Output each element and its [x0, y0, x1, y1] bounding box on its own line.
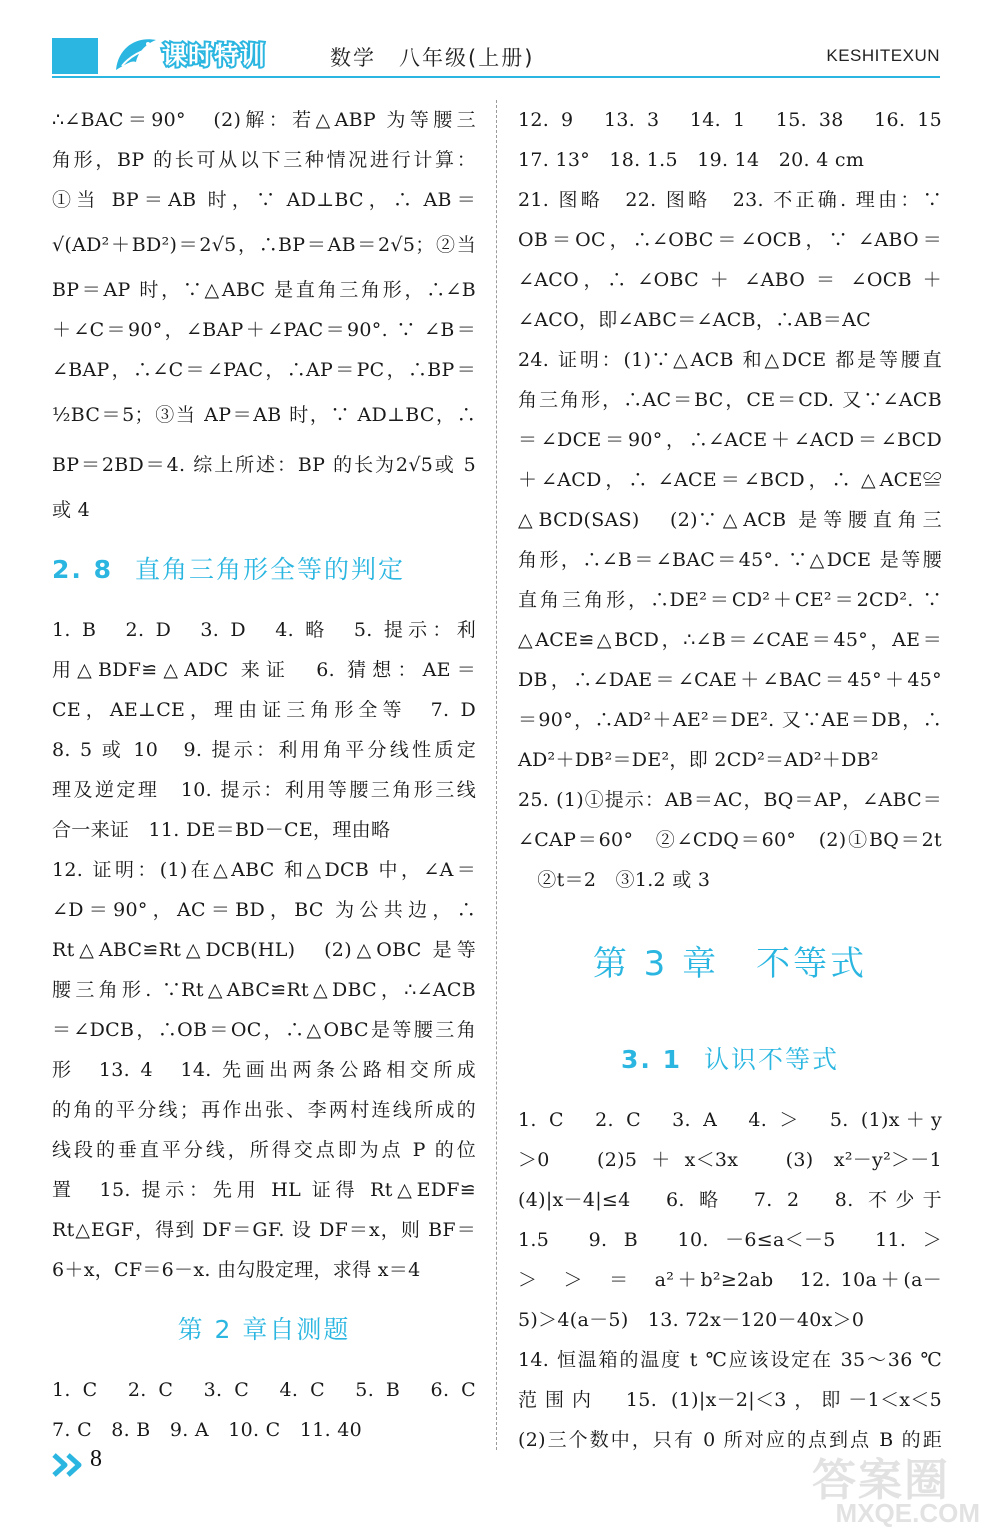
- answer-line: 8. 5 或 10 9. 提示：利用角平分线性质定: [52, 739, 476, 761]
- answer-line: ＋∠C＝90°，∠BAP＋∠PAC＝90°. ∵ ∠B＝: [52, 319, 476, 341]
- left-column: [52, 100, 476, 1450]
- section-number: 2. 8: [52, 555, 113, 584]
- answer-line: Rt△EGF，得到 DF＝GF. 设 DF＝x，则 BF＝: [52, 1219, 476, 1241]
- answer-line: 角形，∴∠B＝∠BAC＝45°. ∵△DCE 是等腰: [518, 549, 942, 571]
- answer-line: ＞ ＞ ＝ a²＋b²≥2ab 12. 10a＋(a－: [518, 1269, 942, 1291]
- answer-line: ＋∠ACD，∴ ∠ACE＝∠BCD，∴ △ACE≌: [518, 469, 942, 491]
- answer-line: △BCD(SAS) (2)∵△ACB 是等腰直角三: [518, 509, 942, 531]
- answer-line: 腰三角形. ∵Rt△ABC≌Rt△DBC，∴∠ACB: [52, 979, 476, 1001]
- answer-line: 12. 证明：(1)在△ABC 和△DCB 中，∠A＝: [52, 859, 476, 881]
- answer-line: 5)＞4(a－5) 13. 72x－120－40x＞0: [518, 1309, 865, 1331]
- section-title: 直角三角形全等的判定: [135, 555, 406, 584]
- answer-line: ＝∠DCE＝90°，∴∠ACE＋∠ACD＝∠BCD: [518, 429, 942, 451]
- answer-line: 21. 图略 22. 图略 23. 不正确. 理由：∵: [518, 189, 942, 211]
- answer-line: 置 15. 提示：先用 HL 证得 Rt△EDF≌: [52, 1179, 476, 1201]
- answer-line: OB＝OC，∴∠OBC＝∠OCB，∵ ∠ABO＝: [518, 229, 942, 251]
- answer-line: BP＝AP 时，∵△ABC 是直角三角形，∴∠B: [52, 279, 476, 301]
- answer-line: 1.5 9. B 10. －6≤a＜－5 11. ＞: [518, 1229, 942, 1251]
- answer-line: Rt△ABC≌Rt△DCB(HL) (2)△OBC 是等: [52, 939, 476, 961]
- watermark-bottom-text: MXQE.COM: [835, 1498, 980, 1528]
- answer-line: ①当 BP＝AB 时，∵ AD⊥BC，∴ AB＝: [52, 189, 476, 211]
- answer-line: 角三角形，∴AC＝BC，CE＝CD. 又∵∠ACB: [518, 389, 942, 411]
- answer-line: 的角的平分线；再作出张、李两村连线所成的: [52, 1099, 476, 1121]
- answer-line: ∠CAP＝60° ②∠CDQ＝60° (2)①BQ＝2t: [518, 829, 942, 851]
- answer-line: 形 13. 4 14. 先画出两条公路相交所成: [52, 1059, 476, 1081]
- answer-line: 1. C 2. C 3. C 4. C 5. B 6. C: [52, 1379, 476, 1401]
- section-number: 3. 1: [620, 1045, 682, 1074]
- watermark: [780, 1444, 980, 1528]
- logo-text: 课时特训: [162, 41, 267, 70]
- answer-line: ∠BAP，∴∠C＝∠PAC，∴AP＝PC，∴BP＝: [52, 359, 476, 381]
- answer-line: √(AD²＋BD²)＝2√5，∴BP＝AB＝2√5；②当: [52, 234, 476, 256]
- answer-line: 24. 证明：(1)∵△ACB 和△DCE 都是等腰直: [518, 349, 942, 371]
- answer-line: ½BC＝5；③当 AP＝AB 时，∵ AD⊥BC，∴: [52, 404, 476, 426]
- double-chevron-icon: [52, 1452, 86, 1478]
- answer-line: 或 4: [52, 499, 91, 521]
- page-header: [0, 0, 990, 84]
- header-color-block: [52, 38, 98, 74]
- answer-line: 直角三角形，∴DE²＝CD²＋CE²＝2CD². ∵: [518, 589, 942, 611]
- answer-line: 1. C 2. C 3. A 4. ＞ 5. (1)x＋y: [518, 1109, 942, 1131]
- answer-line: 14. 恒温箱的温度 t ℃应该设定在 35～36 ℃: [518, 1349, 942, 1371]
- answer-line: BP＝2BD＝4. 综上所述：BP 的长为2√5或 5: [52, 454, 476, 476]
- answer-line: ∠ACO，∴ ∠OBC ＋ ∠ABO ＝ ∠OCB ＋: [518, 269, 942, 291]
- answer-line: DB，∴∠DAE＝∠CAE＋∠BAC＝45°＋45°: [518, 669, 942, 691]
- answer-line: (2)三个数中，只有 0 所对应的点到点 B 的距: [518, 1429, 942, 1451]
- right-column: [518, 100, 942, 1460]
- column-divider: [496, 100, 497, 1450]
- answer-line: 6＋x，CF＝6－x. 由勾股定理，求得 x＝4: [52, 1259, 421, 1281]
- answer-line: CE，AE⊥CE，理由证三角形全等 7. D: [52, 699, 476, 721]
- answer-line: 7. C 8. B 9. A 10. C 11. 40: [52, 1419, 363, 1441]
- answer-line: ∴∠BAC＝90° (2)解：若△ABP 为等腰三: [52, 109, 476, 131]
- selftest-heading: 第 2 章自测题: [177, 1315, 351, 1344]
- header-rule: [52, 76, 940, 78]
- answer-line: 范围内 15. (1)|x－2|＜3，即－1＜x＜5: [518, 1389, 942, 1411]
- chapter-heading: 第 3 章 不等式: [592, 944, 868, 984]
- answer-line: ＝∠DCB，∴OB＝OC，∴△OBC是等腰三角: [52, 1019, 476, 1041]
- answer-line: 线段的垂直平分线，所得交点即为点 P 的位: [52, 1139, 476, 1161]
- header-code: KESHITEXUN: [826, 46, 940, 65]
- answer-line: ∠ACO，即∠ABC＝∠ACB，∴AB＝AC: [518, 309, 871, 331]
- answer-line: 合一来证 11. DE＝BD－CE，理由略: [52, 819, 391, 841]
- header-subject: 数学 八年级(上册): [330, 46, 535, 70]
- answer-line: 25. (1)①提示：AB＝AC，BQ＝AP，∠ABC＝: [518, 789, 942, 811]
- page-number: 8: [90, 1446, 102, 1472]
- answer-line: 12. 9 13. 3 14. 1 15. 38 16. 15: [518, 109, 942, 131]
- answer-line: ∠D＝90°，AC＝BD，BC 为公共边，∴: [52, 899, 476, 921]
- answer-line: AD²＋DB²＝DE²，即 2CD²＝AD²＋DB²: [518, 749, 879, 771]
- bird-icon: [116, 39, 156, 70]
- answer-line: 用△BDF≌△ADC 来证 6. 猜想：AE＝: [52, 659, 476, 681]
- section-heading-2-8: [52, 530, 476, 610]
- series-logo: [108, 30, 308, 80]
- answer-line: ＞0 (2)5＋x＜3x (3) x²－y²＞－1: [518, 1149, 942, 1171]
- section-title: 认识不等式: [703, 1045, 839, 1074]
- answer-line: (4)|x－4|≤4 6. 略 7. 2 8. 不少于: [518, 1189, 942, 1211]
- answer-line: 17. 13° 18. 1.5 19. 14 20. 4 cm: [518, 149, 865, 171]
- watermark-top-text: 答案圈: [812, 1455, 950, 1506]
- section-heading-3-1: [518, 1020, 942, 1100]
- answer-line: ＝90°，∴AD²＋AE²＝DE². 又∵AE＝DB，∴: [518, 709, 942, 731]
- answer-line: 角形，BP 的长可从以下三种情况进行计算：: [52, 149, 476, 171]
- answer-line: 理及逆定理 10. 提示：利用等腰三角形三线: [52, 779, 476, 801]
- answer-line: 1. B 2. D 3. D 4. 略 5. 提示：利: [52, 619, 476, 641]
- answer-line: ②t＝2 ③1.2 或 3: [518, 869, 711, 891]
- answer-line: △ACE≌△BCD，∴∠B＝∠CAE＝45°，AE＝: [518, 629, 942, 651]
